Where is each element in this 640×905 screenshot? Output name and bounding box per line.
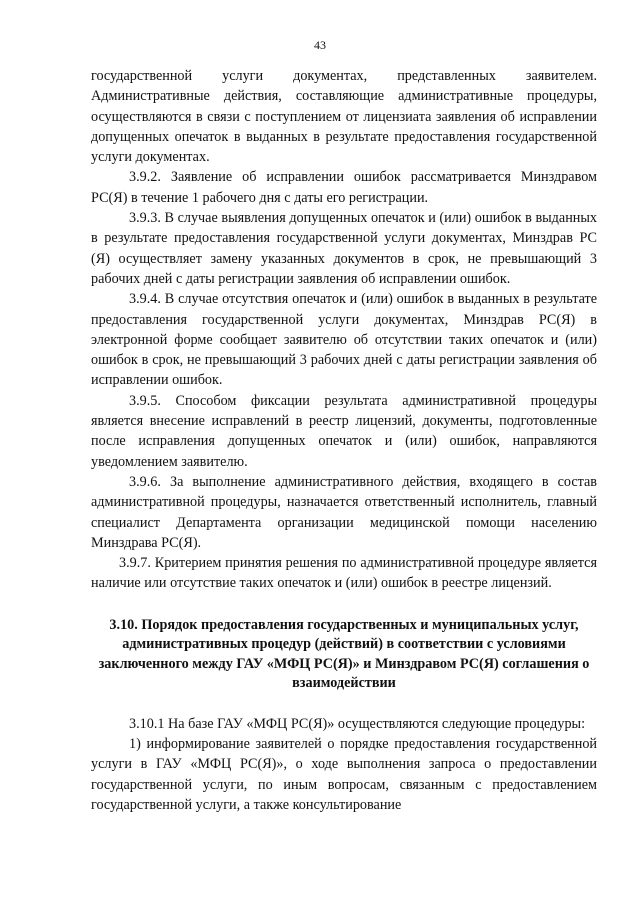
section-heading-3-10: 3.10. Порядок предоставления государственных и муниципальных услуг, административных процедур (действий) в соответствии с условиями заключенного между ГАУ «МФЦ РС(Я)» и Минздравом РС(Я) соглашения о взаимодействии	[98, 616, 590, 692]
paragraph-3-9-7: 3.9.7. Критерием принятия решения по административной процедуре является наличие или отсутствие таких опечаток и (или) ошибок в реестре лицензий.	[91, 555, 597, 592]
paragraph-3-9-3: 3.9.3. В случае выявления допущенных опечаток и (или) ошибок в выданных в результате предоставления государственной услуги документах, Минздрав РС (Я) осуществляет замену указанных документов в срок, не превышающий 3 рабочих дней с даты регистрации заявления об исправлении ошибок.	[91, 210, 597, 287]
paragraph-3-9-5: 3.9.5. Способом фиксации результата административной процедуры является внесение исправлений в реестр лицензий, документы, подготовленные после исправления допущенных опечаток и (или) ошибок, направляются уведомлением заявителю.	[91, 392, 597, 470]
paragraph-3-10-1: 3.10.1 На базе ГАУ «МФЦ РС(Я)» осуществляются следующие процедуры:	[129, 715, 586, 732]
paragraph-continuation: государственной услуги документах, представленных заявителем. Административные действия, составляющие административные процедуры, осуществляются в связи с поступлением от лицензиата заявления об исправлении допущенных опечаток в выданных в результате предоставления государственной услуги документах.	[91, 68, 597, 166]
paragraph-3-9-2: 3.9.2. Заявление об исправлении ошибок рассматривается Минздравом РС(Я) в течение 1 рабочего дня с даты его регистрации.	[91, 169, 597, 206]
paragraph-3-9-4: 3.9.4. В случае отсутствия опечаток и (или) ошибок в выданных в результате предоставления государственной услуги документах, Минздрав РС(Я) в электронной форме сообщает заявителю об отсутствии таких опечаток и (или) ошибок в срок, не превышающий 3 рабочих дней с даты регистрации заявления об исправлении ошибок.	[91, 291, 597, 389]
page-number: 43	[314, 38, 326, 52]
paragraph-3-9-6: 3.9.6. За выполнение административного действия, входящего в состав административной процедуры, назначается ответственный исполнитель, главный специалист Департамента организации медицинской помощи населению Минздрава РС(Я).	[91, 473, 597, 551]
document-body	[91, 66, 597, 815]
paragraph-item-1: 1) информирование заявителей о порядке предоставления государственной услуги в ГАУ «МФЦ РС(Я)», о ходе выполнения запроса о предоставлении государственной услуги, по иным вопросам, связанным с предоставлением государственной услуги, а также консультирование	[91, 736, 597, 813]
